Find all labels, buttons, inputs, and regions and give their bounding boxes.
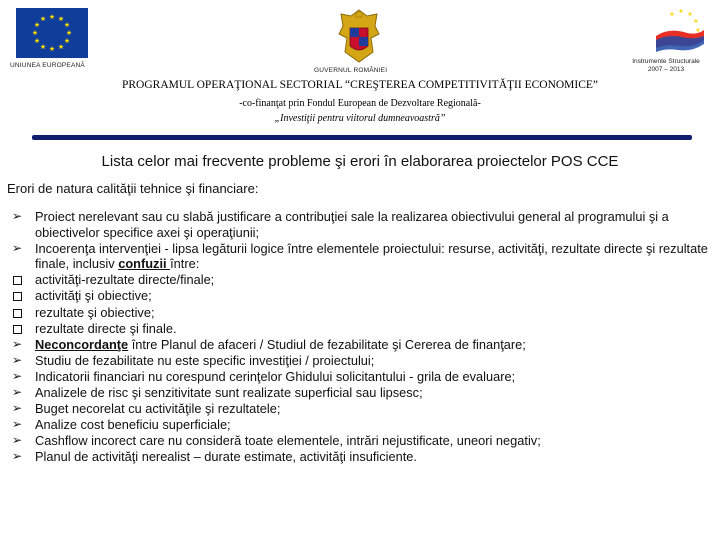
arrow-bullet-icon: ➢ — [11, 240, 23, 255]
structural-instruments-icon — [650, 6, 710, 56]
romania-coat-of-arms-logo — [337, 8, 381, 66]
problem-list — [10, 209, 710, 466]
program-cofinance: -co-finanţat prin Fondul European de Dezvoltare Regională- — [239, 98, 481, 109]
arrow-bullet-icon: ➢ — [11, 449, 23, 464]
arrow-bullet-icon: ➢ — [11, 368, 23, 383]
arrow-bullet-icon: ➢ — [11, 336, 23, 351]
svg-text:★: ★ — [678, 8, 684, 15]
arrow-bullet-icon: ➢ — [11, 209, 23, 223]
gov-label: GUVERNUL ROMÂNIEI — [314, 67, 388, 74]
svg-text:★: ★ — [39, 43, 47, 51]
svg-text:★: ★ — [63, 21, 71, 29]
svg-text:★: ★ — [31, 29, 39, 37]
emphasis-confuzii: confuzii — [118, 256, 171, 272]
list-item: activităţi-rezultate directe/finale; — [35, 272, 215, 288]
svg-text:★: ★ — [48, 13, 56, 21]
list-item: ➢ Proiect nerelevant sau cu slabă justificare a contribuţiei sale la realizarea obiectivului general al programului şi a obiectivelor specifice axei şi operaţiunii; — [11, 209, 669, 240]
arrow-bullet-icon: ➢ — [11, 352, 23, 367]
list-item: ➢ Planul de activităţi nerealist – durate estimate, activităţi insuficiente. — [11, 449, 417, 465]
list-item: rezultate şi obiective; — [35, 304, 155, 320]
eu-flag-logo — [16, 8, 88, 58]
svg-text:★: ★ — [63, 37, 71, 45]
program-motto: „Investiţii pentru viitorul dumneavoastră” — [274, 113, 446, 124]
svg-text:★: ★ — [33, 21, 41, 29]
svg-text:★: ★ — [669, 11, 675, 18]
is-label-line1: Instrumente Structurale — [632, 58, 700, 65]
list-item: ➢ Incoerenţa intervenţiei - lipsa legăturii logice între elementele proiectului: resurse, activităţi, rezultate directe şi rezultate finale, inclusiv confuzii între: — [11, 240, 708, 272]
list-item: activităţi şi obiective; — [35, 288, 152, 304]
svg-text:★: ★ — [48, 45, 56, 53]
coat-of-arms-icon — [337, 8, 381, 66]
instrumente-structurale-logo — [650, 6, 710, 56]
instrumente-structurale-label — [616, 58, 716, 73]
svg-text:★: ★ — [693, 18, 699, 25]
svg-text:★: ★ — [65, 29, 73, 37]
list-item: ➢ Neconcordanţe între Planul de afaceri / Studiul de fezabilitate şi Cererea de finanţare; — [11, 336, 526, 352]
arrow-bullet-icon: ➢ — [11, 385, 23, 400]
svg-text:★: ★ — [57, 15, 65, 23]
svg-text:★: ★ — [57, 43, 65, 51]
list-item: ➢ Indicatorii financiari nu corespund cerinţelor Ghidului solicitantului - grila de evaluare; — [11, 368, 516, 384]
svg-text:★: ★ — [33, 37, 41, 45]
svg-text:★: ★ — [39, 15, 47, 23]
arrow-bullet-icon: ➢ — [11, 417, 23, 432]
list-item: ➢ Studiu de fezabilitate nu este specific investiţiei / proiectului; — [11, 352, 375, 368]
list-item: ➢ Cashflow incorect care nu consideră toate elementele, intrări nejustificate, uneori negativ; — [11, 433, 541, 449]
svg-text:★: ★ — [687, 11, 693, 18]
emphasis-neconcordante: Neconcordanţe — [35, 336, 129, 352]
arrow-bullet-icon: ➢ — [11, 401, 23, 416]
is-label-line2: 2007 – 2013 — [647, 65, 685, 73]
list-item: ➢ Buget necorelat cu activităţile şi rezultatele; — [11, 401, 281, 417]
eu-label: UNIUNEA EUROPEANĂ — [10, 62, 85, 69]
list-item: ➢ Analizele de risc şi senzitivitate sunt realizate superficial sau lipsesc; — [11, 385, 423, 401]
svg-text:★: ★ — [695, 27, 701, 34]
program-title: PROGRAMUL OPERAŢIONAL SECTORIAL “CREŞTEREA COMPETITIVITĂŢII ECONOMICE” — [121, 79, 599, 91]
list-item: ➢ Analize cost beneficiu superficiale; — [11, 417, 231, 433]
arrow-bullet-icon: ➢ — [11, 433, 23, 448]
eu-stars-icon — [16, 8, 88, 58]
section-heading: Erori de natura calităţii tehnice şi financiare: — [7, 181, 259, 196]
list-item: rezultate directe şi finale. — [35, 320, 177, 336]
slide-title: Lista celor mai frecvente probleme şi erori în elaborarea proiectelor POS CCE — [101, 153, 619, 170]
header-divider — [32, 135, 692, 140]
